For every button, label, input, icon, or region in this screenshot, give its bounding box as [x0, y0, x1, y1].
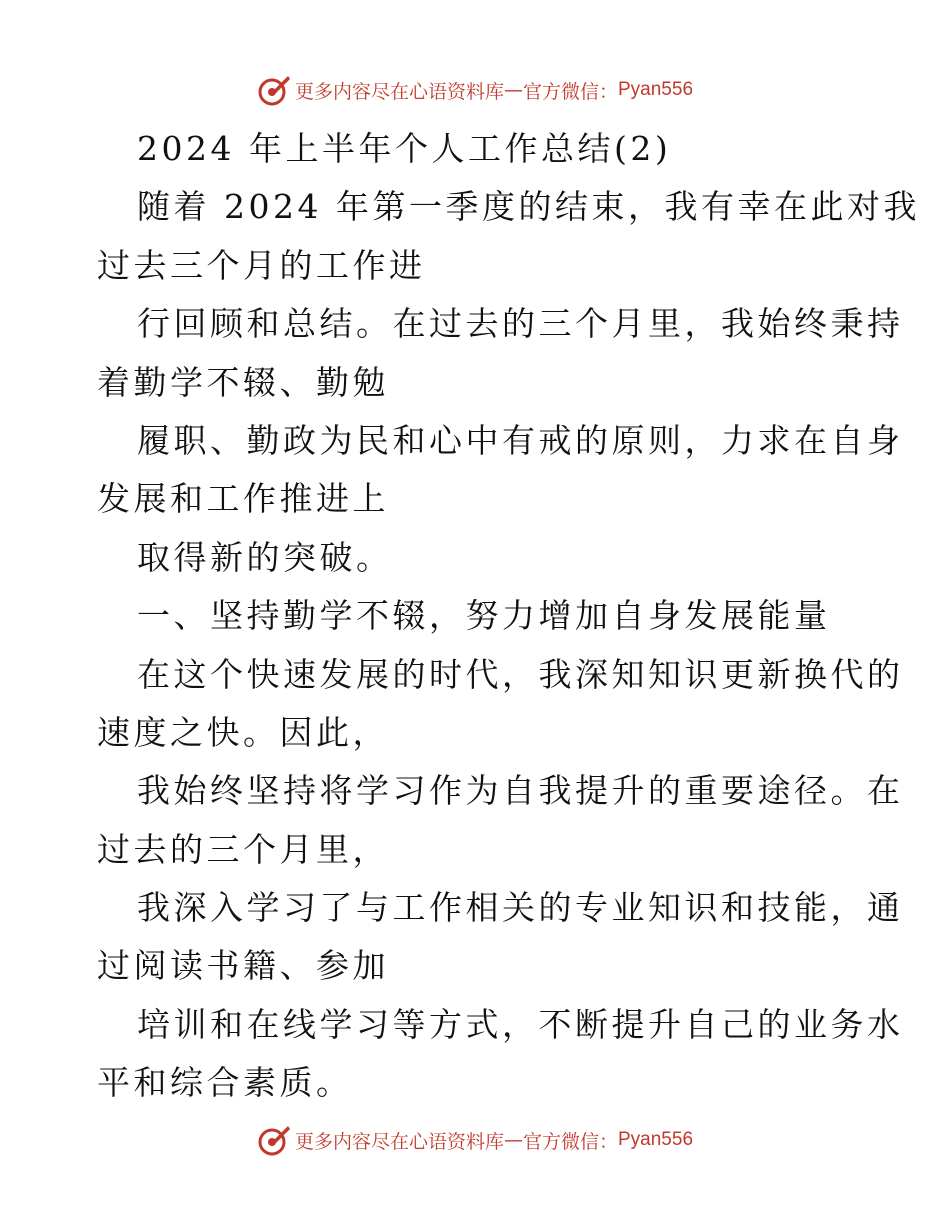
- paragraph-line: 取得新的突破。: [137, 537, 393, 577]
- document-title: 2024 年上半年个人工作总结(2): [137, 129, 672, 168]
- paragraph-line: 过去的三个月里，: [97, 829, 389, 869]
- paragraph-line: 我始终坚持将学习作为自我提升的重要途径。在: [137, 771, 904, 811]
- paragraph-line: 速度之快。因此，: [97, 712, 389, 752]
- paragraph-line: 行回顾和总结。在过去的三个月里，我始终秉持: [137, 304, 904, 344]
- paragraph-line: 在这个快速发展的时代，我深知知识更新换代的: [137, 654, 904, 694]
- header-banner: [0, 70, 950, 110]
- banner-separator: —: [503, 79, 523, 101]
- banner-contact-label: 官方微信：: [522, 1130, 618, 1153]
- paragraph-line: 着勤学不辍、勤勉: [97, 362, 389, 402]
- paragraph-line: 培训和在线学习等方式，不断提升自己的业务水: [137, 1004, 904, 1044]
- banner-text: 更多内容尽在心语资料库: [294, 80, 504, 103]
- paragraph-line: 履职、勤政为民和心中有戒的原则，力求在自身: [137, 420, 904, 460]
- paragraph-line: 过阅读书籍、参加: [97, 946, 389, 986]
- banner-separator: —: [503, 1129, 523, 1151]
- paragraph-line: 随着 2024 年第一季度的结束，我有幸在此对我: [137, 187, 920, 227]
- section-heading: 一、坚持勤学不辍，努力增加自身发展能量: [137, 596, 831, 636]
- paragraph-line: 发展和工作推进上: [97, 479, 389, 519]
- banner-contact-code: Pyan556: [618, 1129, 694, 1150]
- quill-pen-logo-icon: [257, 73, 291, 107]
- footer-banner: [0, 1120, 950, 1160]
- banner-contact-code: Pyan556: [618, 79, 694, 100]
- paragraph-line: 平和综合素质。: [97, 1063, 353, 1103]
- document-body: [97, 120, 920, 1113]
- paragraph-line: 我深入学习了与工作相关的专业知识和技能，通: [137, 888, 904, 928]
- paragraph-line: 过去三个月的工作进: [97, 245, 426, 285]
- banner-text: 更多内容尽在心语资料库: [294, 1130, 504, 1153]
- banner-contact-label: 官方微信：: [522, 80, 618, 103]
- quill-pen-logo-icon: [257, 1123, 291, 1157]
